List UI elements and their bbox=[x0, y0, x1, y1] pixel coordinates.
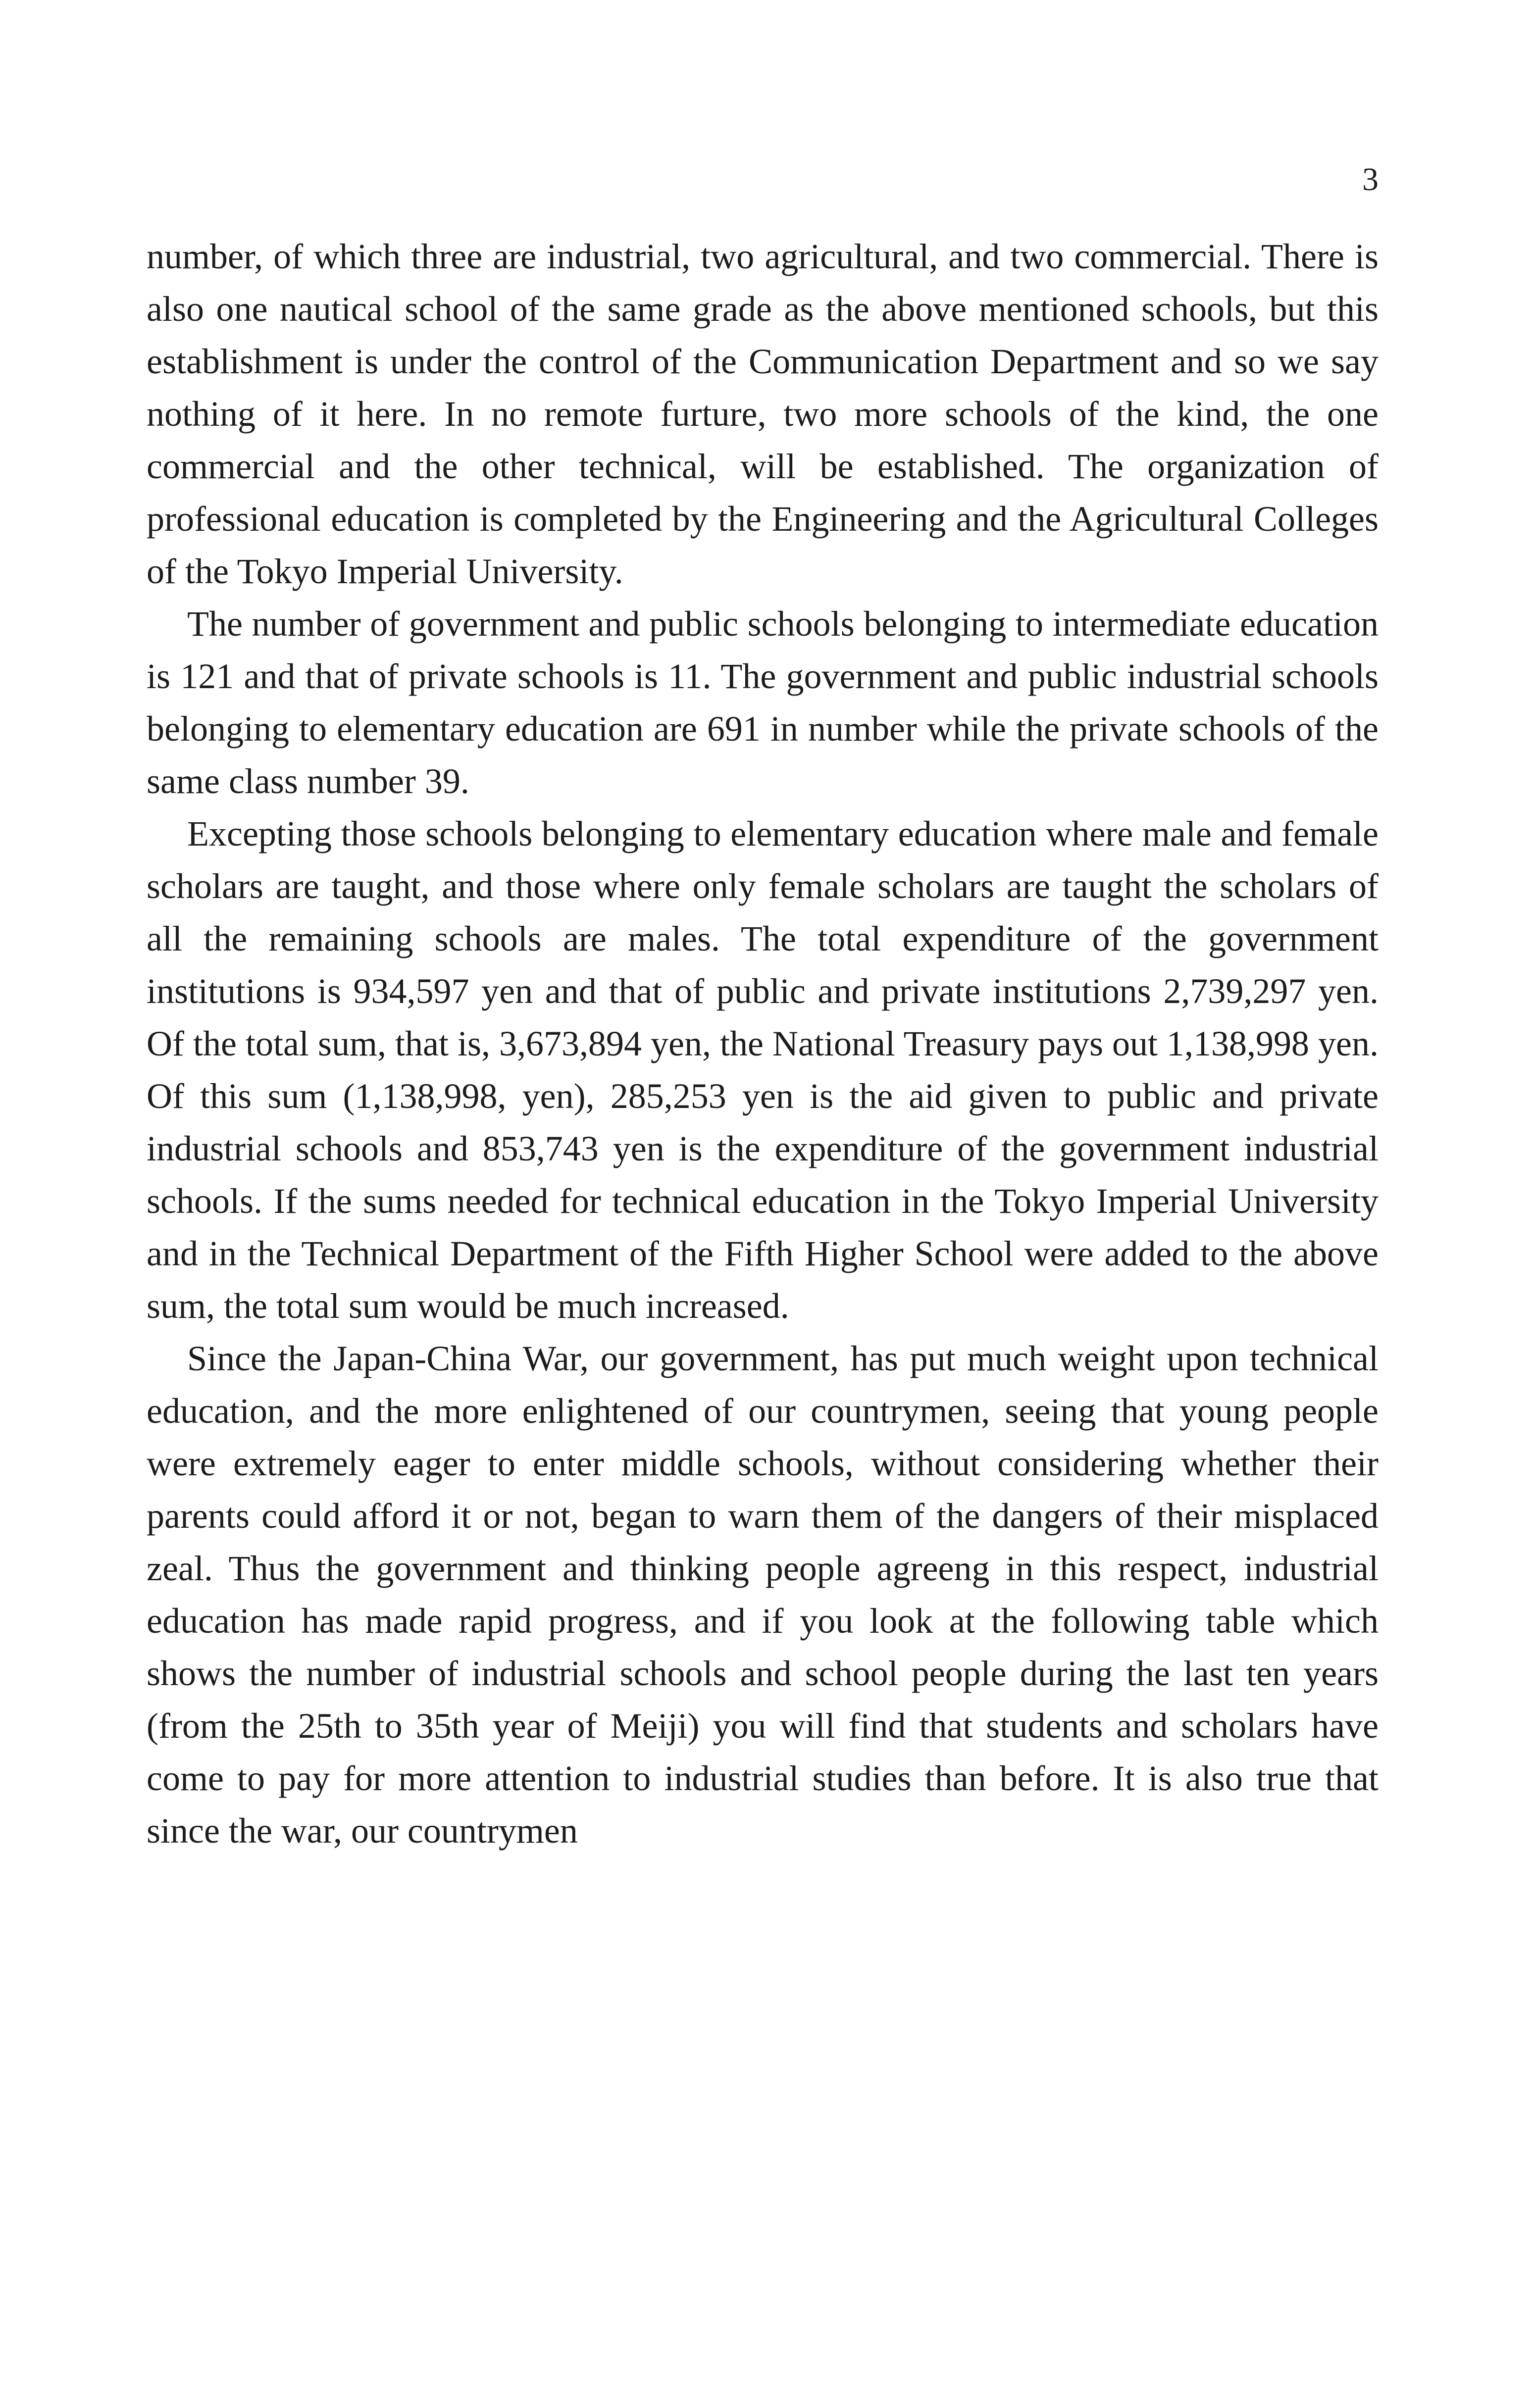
body-text bbox=[147, 230, 1379, 1857]
paragraph-school-counts: The number of government and public schools belonging to intermediate education is 121 and that of private schools is 11. The government and public industrial schools belonging to elementary education are 691 in number while the private schools of the same class number 39. bbox=[147, 604, 1379, 801]
paragraph-expenditure: Excepting those schools belonging to elementary education where male and female scholars are taught, and those where only female scholars are taught the scholars of all the remaining schools are males. The total expenditure of the government institutions is 934,597 yen and that of public and private institutions 2,739,297 yen. Of the total sum, that is, 3,673,894 yen, the National Treasury pays out 1,138,998 yen. Of this sum (1,138,998, yen), 285,253 yen is the aid given to public and private industrial schools and 853,743 yen is the expenditure of the government industrial schools. If the sums needed for technical education in the Tokyo Imperial University and in the Technical Department of the Fifth Higher School were added to the above sum, the total sum would be much increased. bbox=[147, 814, 1379, 1326]
page-number: 3 bbox=[1362, 161, 1379, 198]
paragraph-japan-china-war: Since the Japan-China War, our government, has put much weight upon technical education, and the more enlightened of our countrymen, seeing that young people were extremely eager to enter middle schools, without considering whether their parents could afford it or not, began to warn them of the dangers of their misplaced zeal. Thus the government and thinking people agreeng in this respect, industrial education has made rapid progress, and if you look at the following table which shows the number of industrial schools and school people during the last ten years (from the 25th to 35th year of Meiji) you will find that students and scholars have come to pay for more attention to industrial studies than before. It is also true that since the war, our countrymen bbox=[147, 1339, 1379, 1851]
paragraph-continuation: number, of which three are industrial, two agricultural, and two commercial. There is also one nautical school of the same grade as the above mentioned schools, but this establishment is under the control of the Communication Department and so we say nothing of it here. In no remote furture, two more schools of the kind, the one commercial and the other technical, will be established. The organization of professional education is completed by the Engineering and the Agricultural Colleges of the Tokyo Imperial University. bbox=[147, 237, 1379, 591]
